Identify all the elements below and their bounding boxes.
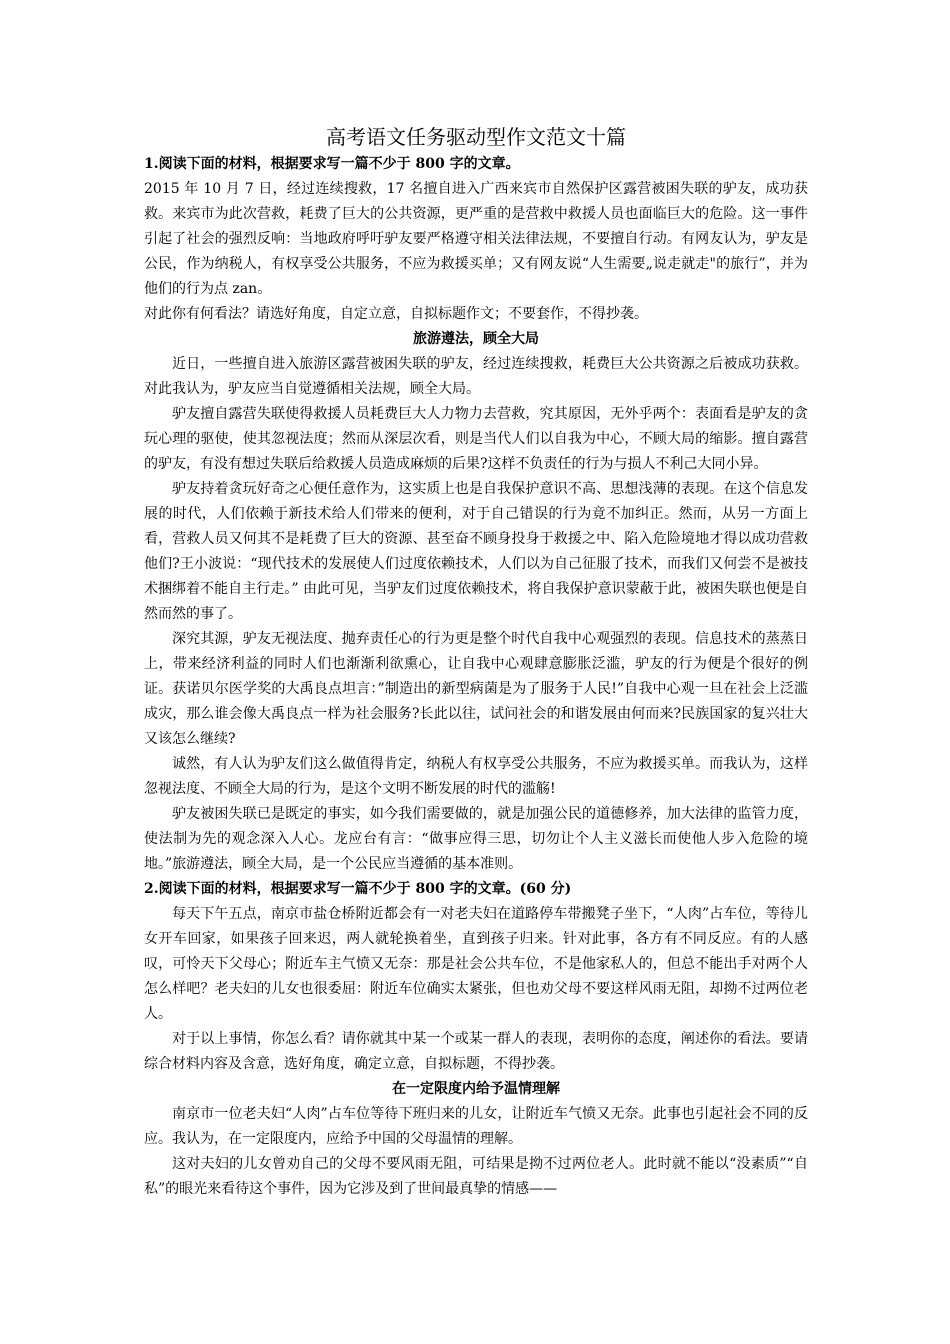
document-page (144, 122, 808, 1202)
essay-1-paragraph: 诚然，有人认为驴友们这么做值得肯定，纳税人有权享受公共服务，不应为救援买单。而我认为，这样忽视法度、不顾全大局的行为，是这个文明不断发展的时代的滥觞! (144, 756, 808, 797)
essay-1-paragraph: 深究其源，驴友无视法度、抛弃责任心的行为更是整个时代自我中心观强烈的表现。信息技术的蒸蒸日上，带来经济利益的同时人们也渐渐利欲熏心，让自我中心观肆意膨胀泛滥，驴友的行为便是个很好的例证。获诺贝尔医学奖的大禹良点坦言：”制造出的新型病菌是为了服务于人民!”自我中心观一旦在社会上泛滥成灾，那么谁会像大禹良点一样为社会服务?长此以往，试问社会的和谐发展由何而来?民族国家的复兴壮大又该怎么继续? (144, 631, 808, 747)
essay-2-title: 在一定限度内给予温情理解 (392, 1081, 560, 1097)
essay-1-paragraph: 驴友擅自露营失联使得救援人员耗费巨大人力物力去营救，究其原因，无外乎两个：表面看是驴友的贪玩心理的驱使，使其忽视法度；然而从深层次看，则是当代人们以自我为中心，不顾大局的缩影。擅自露营的驴友，有没有想过失联后给救援人员造成麻烦的后果?这样不负责任的行为与损人不利己大同小异。 (144, 406, 808, 472)
essay-1-paragraph: 驴友被困失联已是既定的事实，如今我们需要做的，就是加强公民的道德修养，加大法律的监管力度，使法制为先的观念深入人心。龙应台有言：“做事应得三思，切勿让个人主义滋长而使他人步入危险的境地。”旅游遵法，顾全大局，是一个公民应当遵循的基本准则。 (144, 806, 808, 872)
essay-2-paragraph: 这对夫妇的儿女曾劝自己的父母不要风雨无阻，可结果是拗不过两位老人。此时就不能以“没素质”“自私”的眼光来看待这个事件，因为它涉及到了世间最真挚的情感—— (144, 1156, 808, 1197)
question-1-task: 对此你有何看法？请选好角度，自定立意，自拟标题作文；不要套作，不得抄袭。 (144, 306, 648, 322)
essay-2-paragraph: 南京市一位老夫妇“人肉”占车位等待下班归来的儿女，让附近车气愤又无奈。此事也引起社会不同的反应。我认为，在一定限度内，应给予中国的父母温情的理解。 (144, 1106, 808, 1147)
document-title: 高考语文任务驱动型作文范文十篇 (326, 125, 626, 149)
essay-1-paragraph: 近日，一些擅自进入旅游区露营被困失联的驴友，经过连续搜救，耗费巨大公共资源之后被成功获救。对此我认为，驴友应当自觉遵循相关法规，顾全大局。 (144, 356, 808, 397)
question-2-task: 对于以上事情，你怎么看？请你就其中某一个或某一群人的表现，表明你的态度，阐述你的看法。要请综合材料内容及含意，选好角度，确定立意，自拟标题，不得抄袭。 (144, 1031, 808, 1072)
question-1-material: 2015 年 10 月 7 日，经过连续搜救，17 名擅自进入广西来宾市自然保护区露营被困失联的驴友，成功获救。来宾市为此次营救，耗费了巨大的公共资源，更严重的是营救中救援人员也面临巨大的危险。这一事件引起了社会的强烈反响：当地政府呼吁驴友要严格遵守相关法律法规，不要擅自行动。有网友认为，驴友是公民，作为纳税人，有权享受公共服务，不应为救援买单；又有网友说“人生需要„说走就走"的旅行”，并为他们的行为点 zan。 (144, 181, 808, 297)
question-2-material: 每天下午五点，南京市盐仓桥附近都会有一对老夫妇在道路停车带搬凳子坐下，“人肉”占车位，等待儿女开车回家，如果孩子回来迟，两人就轮换着坐，直到孩子归来。针对此事，各方有不同反应。有的人感叹，可怜天下父母心；附近车主气愤又无奈：那是社会公共车位，不是他家私人的，但总不能出手对两个人怎么样吧？老夫妇的儿女也很委屈：附近车位确实太紧张，但也劝父母不要这样风雨无阻，却拗不过两位老人。 (144, 906, 808, 1022)
question-2-heading: 2.阅读下面的材料，根据要求写一篇不少于 800 字的文章。(60 分) (144, 881, 572, 897)
essay-1-title: 旅游遵法，顾全大局 (413, 331, 539, 347)
essay-1-paragraph: 驴友持着贪玩好奇之心便任意作为，这实质上也是自我保护意识不高、思想浅薄的表现。在这个信息发展的时代，人们依赖于新技术给人们带来的便利，对于自己错误的行为竟不加纠正。然而，从另一方面上看，营救人员又何其不是耗费了巨大的资源、甚至奋不顾身投身于救援之中、陷入危险境地才得以成功营救他们?王小波说：“现代技术的发展使人们过度依赖技术，人们以为自己征服了技术，而我们又何尝不是被技术捆绑着不能自主行走。” 由此可见，当驴友们过度依赖技术，将自我保护意识蒙蔽于此，被困失联也便是自然而然的事了。 (144, 481, 808, 622)
question-1-heading: 1.阅读下面的材料，根据要求写一篇不少于 800 字的文章。 (144, 156, 520, 172)
